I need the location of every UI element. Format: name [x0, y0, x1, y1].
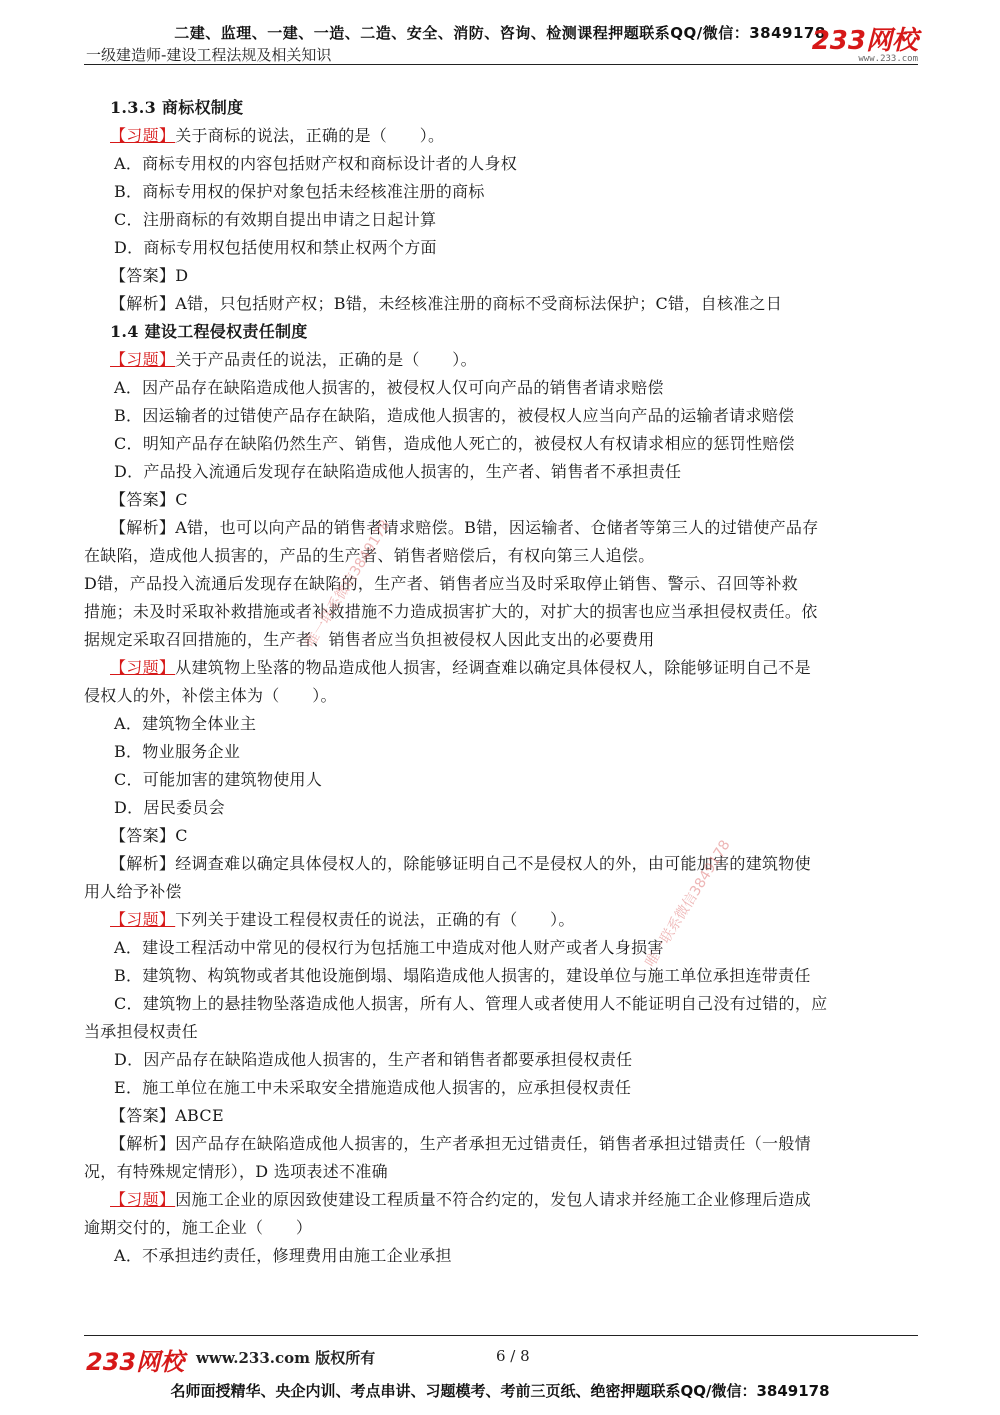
- answer: 【答案】D: [110, 266, 189, 285]
- option: E．施工单位在施工中未采取安全措施造成他人损害的，应承担侵权责任: [114, 1078, 632, 1097]
- option: C．明知产品存在缺陷仍然生产、销售，造成他人死亡的，被侵权人有权请求相应的惩罚性赔偿: [114, 434, 795, 453]
- analysis: 【解析】经调查难以确定具体侵权人的，除能够证明自己不是侵权人的外，由可能加害的建筑物使: [110, 854, 811, 873]
- logo-text: 233网校: [811, 26, 918, 56]
- watermark: 唯一联系微信3849178: [642, 837, 734, 971]
- option: 当承担侵权责任: [84, 1022, 199, 1041]
- footer-copyright: www.233.com 版权所有: [196, 1349, 376, 1367]
- question-stem: 逾期交付的，施工企业（ ）: [84, 1218, 313, 1237]
- question-stem: 【习题】从建筑物上坠落的物品造成他人损害，经调查难以确定具体侵权人，除能够证明自己不是: [110, 658, 811, 677]
- footer-logo: 233网校: [86, 1348, 185, 1376]
- page-content: [84, 94, 920, 1270]
- option: A．建筑物全体业主: [114, 714, 257, 733]
- exercise-tag: 【习题】: [110, 126, 176, 145]
- analysis: 措施；未及时采取补救措施或者补救措施不力造成损害扩大的，对扩大的损害也应当承担侵权责任。依: [84, 602, 818, 621]
- section-heading: 1.4 建设工程侵权责任制度: [110, 322, 308, 341]
- question-stem: 【习题】关于商标的说法，正确的是（ ）。: [110, 126, 445, 145]
- analysis: 【解析】A错，也可以向产品的销售者请求赔偿。B错，因运输者、仓储者等第三人的过错使产品存: [110, 518, 819, 537]
- document-title: 一级建造师-建设工程法规及相关知识: [86, 46, 332, 64]
- option: D．产品投入流通后发现存在缺陷造成他人损害的，生产者、销售者不承担责任: [114, 462, 682, 481]
- option: A．建设工程活动中常见的侵权行为包括施工中造成对他人财产或者人身损害: [114, 938, 664, 957]
- option: C．建筑物上的悬挂物坠落造成他人损害，所有人、管理人或者使用人不能证明自己没有过错的，应: [114, 994, 828, 1013]
- question-stem: 【习题】下列关于建设工程侵权责任的说法，正确的有（ ）。: [110, 910, 575, 929]
- option: B．建筑物、构筑物或者其他设施倒塌、塌陷造成他人损害的，建设单位与施工单位承担连带责任: [114, 966, 811, 985]
- exercise-tag: 【习题】: [110, 350, 176, 369]
- watermark: 唯一联系微信3849178: [302, 517, 394, 651]
- option: B．物业服务企业: [114, 742, 241, 761]
- footer-banner: 名师面授精华、央企内训、考点串讲、习题模考、考前三页纸、绝密押题联系QQ/微信：3849178: [170, 1382, 830, 1400]
- logo-url: www.233.com: [858, 54, 918, 64]
- header-rule: [84, 64, 918, 65]
- section-heading: 1.3.3 商标权制度: [110, 98, 244, 117]
- page-number: 6 / 8: [496, 1347, 530, 1365]
- answer: 【答案】C: [110, 826, 188, 845]
- option: A．因产品存在缺陷造成他人损害的，被侵权人仅可向产品的销售者请求赔偿: [114, 378, 664, 397]
- option: A．不承担违约责任，修理费用由施工企业承担: [114, 1246, 452, 1265]
- option: D．商标专用权包括使用权和禁止权两个方面: [114, 238, 437, 257]
- analysis: 况，有特殊规定情形），D 选项表述不准确: [84, 1162, 388, 1181]
- brand-logo: [812, 28, 918, 64]
- answer: 【答案】C: [110, 490, 188, 509]
- option: C．注册商标的有效期自提出申请之日起计算: [114, 210, 437, 229]
- option: C．可能加害的建筑物使用人: [114, 770, 323, 789]
- question-stem: 【习题】关于产品责任的说法，正确的是（ ）。: [110, 350, 477, 369]
- top-banner: 二建、监理、一建、一造、二造、安全、消防、咨询、检测课程押题联系QQ/微信：3849178: [174, 24, 826, 42]
- analysis: 在缺陷，造成他人损害的，产品的生产者、销售者赔偿后，有权向第三人追偿。: [84, 546, 655, 565]
- analysis: 据规定采取召回措施的，生产者、销售者应当负担被侵权人因此支出的必要费用: [84, 630, 655, 649]
- answer: 【答案】ABCE: [110, 1106, 224, 1125]
- exercise-tag: 【习题】: [110, 910, 176, 929]
- analysis: D错，产品投入流通后发现存在缺陷的，生产者、销售者应当及时采取停止销售、警示、召回等补救: [84, 574, 799, 593]
- option: B．商标专用权的保护对象包括未经核准注册的商标: [114, 182, 485, 201]
- option: B．因运输者的过错使产品存在缺陷，造成他人损害的，被侵权人应当向产品的运输者请求赔偿: [114, 406, 795, 425]
- footer-rule: [84, 1335, 918, 1336]
- question-stem: 侵权人的外，补偿主体为（ ）。: [84, 686, 337, 705]
- option: A．商标专用权的内容包括财产权和商标设计者的人身权: [114, 154, 518, 173]
- analysis: 【解析】A错，只包括财产权；B错，未经核准注册的商标不受商标法保护；C错，自核准之日: [110, 294, 783, 313]
- exercise-tag: 【习题】: [110, 1190, 176, 1209]
- option: D．因产品存在缺陷造成他人损害的，生产者和销售者都要承担侵权责任: [114, 1050, 633, 1069]
- analysis: 用人给予补偿: [84, 882, 182, 901]
- exercise-tag: 【习题】: [110, 658, 176, 677]
- option: D．居民委员会: [114, 798, 225, 817]
- question-stem: 【习题】因施工企业的原因致使建设工程质量不符合约定的，发包人请求并经施工企业修理后造成: [110, 1190, 811, 1209]
- analysis: 【解析】因产品存在缺陷造成他人损害的，生产者承担无过错责任，销售者承担过错责任（一般情: [110, 1134, 811, 1153]
